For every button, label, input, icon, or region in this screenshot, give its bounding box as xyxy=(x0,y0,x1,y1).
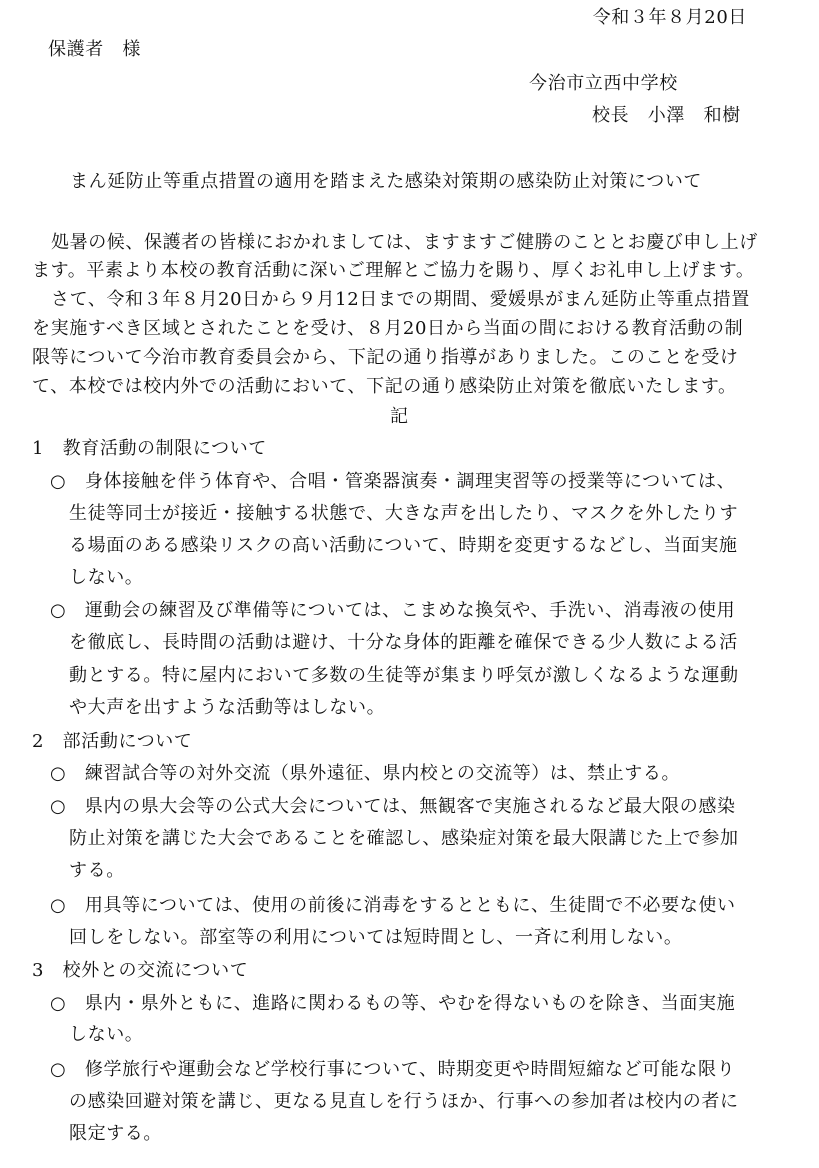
intro-line: 限等について今治市教育委員会から、下記の通り指導がありました。このことを受け xyxy=(32,347,739,368)
section-heading: 3 校外との交流について xyxy=(32,960,249,981)
addressee: 保護者 様 xyxy=(48,39,141,60)
list-item-line: 防止対策を講じた大会であることを確認し、感染症対策を最大限講じた上で参加 xyxy=(69,828,739,849)
list-item-line: ○ 県内の県大会等の公式大会については、無観客で実施されるなど最大限の感染 xyxy=(50,796,736,817)
list-item-line: を徹底し、長時間の活動は避け、十分な身体的距離を確保できる少人数による活 xyxy=(69,632,738,653)
list-item-line: ○ 運動会の練習及び準備等については、こまめな換気や、手洗い、消毒液の使用 xyxy=(50,600,736,621)
section-heading: 2 部活動について xyxy=(32,731,193,752)
document-title: まん延防止等重点措置の適用を踏まえた感染対策期の感染防止対策について xyxy=(70,171,703,192)
issue-date: 令和３年８月20日 xyxy=(592,7,747,28)
list-item-line: しない。 xyxy=(69,1024,144,1045)
intro-line: 処暑の候、保護者の皆様におかれましては、ますますご健勝のこととお慶び申し上げ xyxy=(51,232,758,253)
intro-line: さて、令和３年８月20日から９月12日までの期間、愛媛県がまん延防止等重点措置 xyxy=(51,289,750,310)
list-item-line: 限定する。 xyxy=(69,1123,162,1144)
list-item-line: 生徒等同士が接近・接触する状態で、大きな声を出したり、マスクを外したりす xyxy=(69,503,739,524)
list-item-line: の感染回避対策を講じ、更なる見直しを行うほか、行事への参加者は校内の者に xyxy=(69,1091,739,1112)
list-item-line: しない。 xyxy=(69,567,144,588)
list-item-line: ○ 練習試合等の対外交流（県外遠征、県内校との交流等）は、禁止する。 xyxy=(50,763,681,784)
intro-line: て、本校では校内外での活動において、下記の通り感染防止対策を徹底いたします。 xyxy=(32,376,737,397)
list-item-line: ○ 県内・県外ともに、進路に関わるもの等、やむを得ないものを除き、当面実施 xyxy=(50,993,736,1014)
list-item-line: ○ 修学旅行や運動会など学校行事について、時期変更や時間短縮など可能な限り xyxy=(50,1059,736,1080)
list-item-line: ○ 用具等については、使用の前後に消毒をするとともに、生徒間で不必要な使い xyxy=(50,895,736,916)
principal-name: 校長 小澤 和樹 xyxy=(592,105,741,126)
list-item-line: する。 xyxy=(69,860,125,881)
list-item-line: や大声を出すような活動等はしない。 xyxy=(69,697,386,718)
intro-line: ます。平素より本校の教育活動に深いご理解とご協力を賜り、厚くお礼申し上げます。 xyxy=(32,260,755,281)
list-item-line: ○ 身体接触を伴う体育や、合唱・管楽器演奏・調理実習等の授業等については、 xyxy=(50,471,736,492)
list-item-line: 回しをしない。部室等の利用については短時間とし、一斉に利用しない。 xyxy=(69,927,683,948)
section-heading: 1 教育活動の制限について xyxy=(32,438,267,459)
list-item-line: る場面のある感染リスクの高い活動について、時期を変更するなどし、当面実施 xyxy=(69,535,738,556)
school-name: 今治市立西中学校 xyxy=(529,73,678,94)
intro-line: を実施すべき区域とされたことを受け、８月20日から当面の間における教育活動の制 xyxy=(32,318,744,339)
list-item-line: 動とする。特に屋内において多数の生徒等が集まり呼気が激しくなるような運動 xyxy=(69,665,739,686)
ki-marker: 記 xyxy=(390,406,409,427)
